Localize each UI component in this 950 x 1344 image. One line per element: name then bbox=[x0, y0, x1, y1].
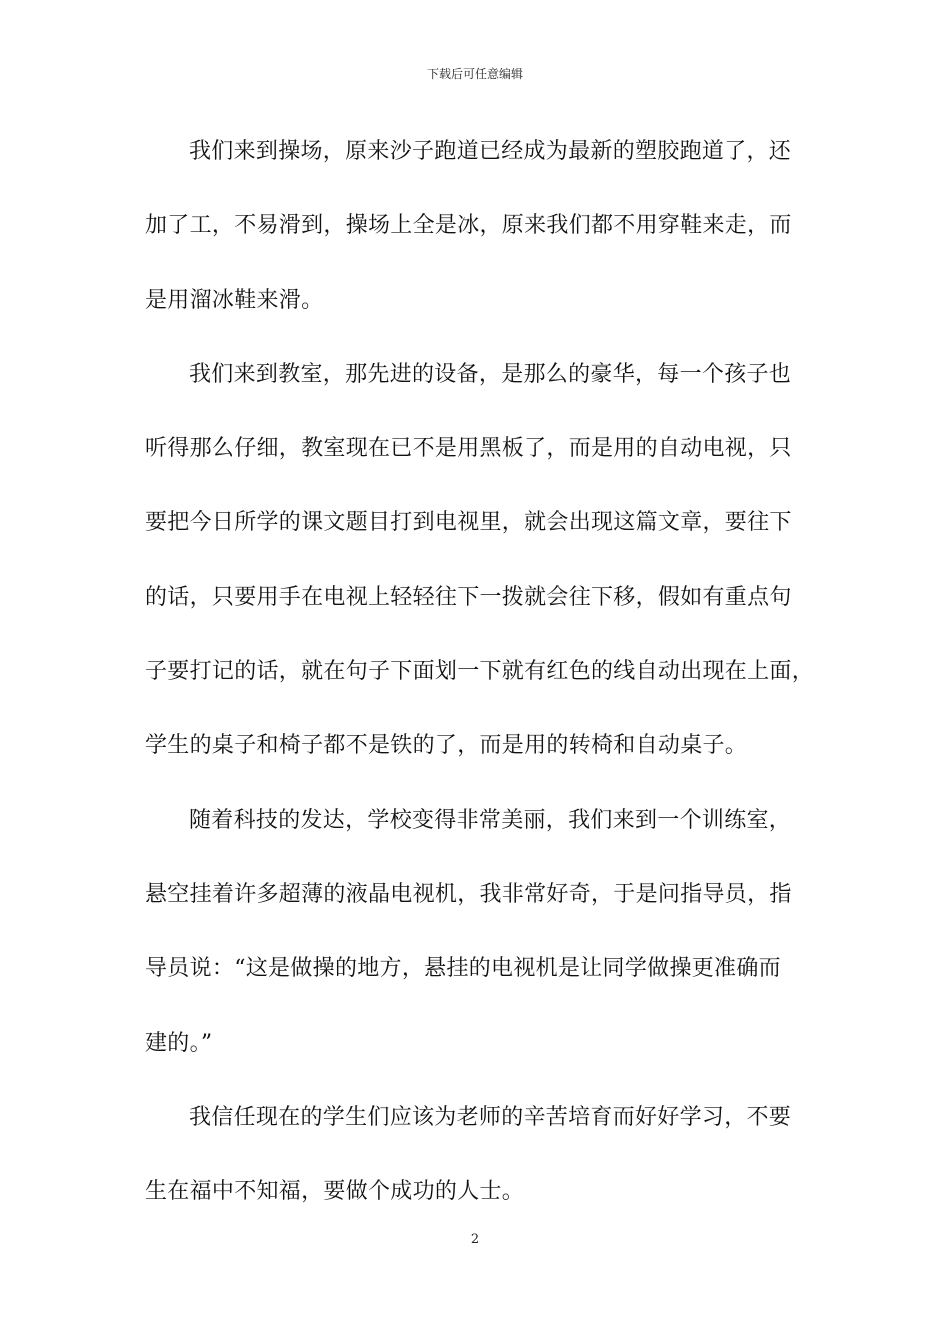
document-body bbox=[145, 130, 815, 1244]
paragraph-line: 子要打记的话，就在句子下面划一下就有红色的线自动出现在上面， bbox=[145, 659, 815, 685]
paragraph-line: 是用溜冰鞋来滑。 bbox=[145, 287, 324, 313]
paragraph-line: 的话，只要用手在电视上轻轻往下一拨就会往下移，假如有重点句 bbox=[145, 584, 792, 610]
page-header: 下载后可任意编辑 bbox=[426, 67, 523, 81]
paragraph-line: 听得那么仔细，教室现在已不是用黑板了，而是用的自动电视，只 bbox=[145, 436, 792, 462]
paragraph-line: 要把今日所学的课文题目打到电视里，就会出现这篇文章，要往下 bbox=[145, 510, 792, 536]
paragraph-line: 悬空挂着许多超薄的液晶电视机，我非常好奇，于是问指导员，指 bbox=[145, 881, 792, 907]
paragraph-line: 导员说：“这是做操的地方，悬挂的电视机是让同学做操更准确而 bbox=[145, 956, 781, 982]
paragraph-line: 我们来到操场，原来沙子跑道已经成为最新的塑胶跑道了，还 bbox=[189, 139, 792, 164]
paragraph bbox=[145, 799, 809, 1096]
paragraph-line: 建的。” bbox=[145, 1030, 213, 1056]
paragraph bbox=[145, 130, 809, 353]
page-number: 2 bbox=[470, 1232, 480, 1247]
paragraph-line: 加了工，不易滑到，操场上全是冰，原来我们都不用穿鞋来走，而 bbox=[145, 213, 792, 239]
paragraph-line: 随着科技的发达，学校变得非常美丽，我们来到一个训练室， bbox=[189, 807, 792, 833]
paragraph-line: 我信任现在的学生们应该为老师的辛苦培育而好好学习，不要 bbox=[189, 1104, 792, 1130]
paragraph-line: 学生的桌子和椅子都不是铁的了，而是用的转椅和自动桌子。 bbox=[145, 733, 748, 759]
paragraph bbox=[145, 1096, 809, 1245]
paragraph bbox=[145, 353, 815, 799]
paragraph-line: 我们来到教室，那先进的设备，是那么的豪华，每一个孩子也 bbox=[189, 361, 792, 387]
paragraph-line: 生在福中不知福，要做个成功的人士。 bbox=[145, 1179, 525, 1205]
